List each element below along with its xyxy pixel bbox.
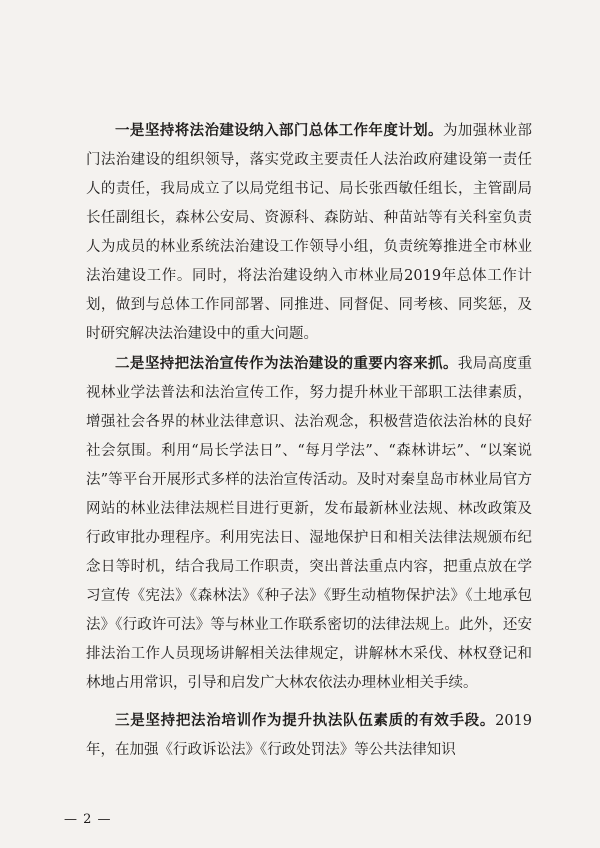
paragraph-2-lead: 二是坚持把法治宣传作为法治建设的重要内容来抓。 (115, 355, 458, 372)
paragraph-1-body: 为加强林业部门法治建设的组织领导，落实党政主要责任人法治政府建设第一责任人的责任，我局成立了以局党组书记、局长张西敏任组长，主管副局长任副组长，森林公安局、资源科、森防站、种苗站等有关科室负责人为成员的林业系统法治建设工作领导小组，负责统筹推进全市林业法治建设工作。同时，将法治建设纳入市林业局2019年总体工作计划，做到与总体工作同部署、同推进、同督促、同考核、同奖惩，及时研究解决法治建设中的重大问题。 (86, 123, 533, 342)
document-body (86, 116, 532, 765)
page-number: — 2 — (64, 812, 112, 827)
paragraph-3-lead: 三是坚持把法治培训作为提升执法队伍素质的有效手段。 (115, 712, 496, 729)
paragraph-3-body: 2019年，在加强《行政诉讼法》《行政处罚法》等公共法律知识 (86, 713, 532, 758)
paragraph-1 (86, 116, 532, 349)
paragraph-1-lead: 一是坚持将法治建设纳入部门总体工作年度计划。 (115, 122, 443, 139)
paragraph-2 (86, 349, 532, 698)
paragraph-2-body: 我局高度重视林业学法普法和法治宣传工作，努力提升林业干部职工法律素质，增强社会各界的林业法律意识、法治观念，积极营造依法治林的良好社会氛围。利用“局长学法日”、“每月学法”、“森林讲坛”、“以案说法”等平台开展形式多样的法治宣传活动。及时对秦皇岛市林业局官方网站的林业法律法规栏目进行更新，发布最新林业法规、林改政策及行政审批办理程序。利用宪法日、湿地保护日和相关法律法规颁布纪念日等时机，结合我局工作职责，突出普法重点内容，把重点放在学习宣传《宪法》《森林法》《种子法》《野生动植物保护法》《土地承包法》《行政许可法》等与林业工作联系密切的法律法规上。此外，还安排法治工作人员现场讲解相关法律规定，讲解林木采伐、林权登记和林地占用常识，引导和启发广大林农依法办理林业相关手续。 (86, 356, 533, 691)
paragraph-3 (86, 706, 532, 765)
